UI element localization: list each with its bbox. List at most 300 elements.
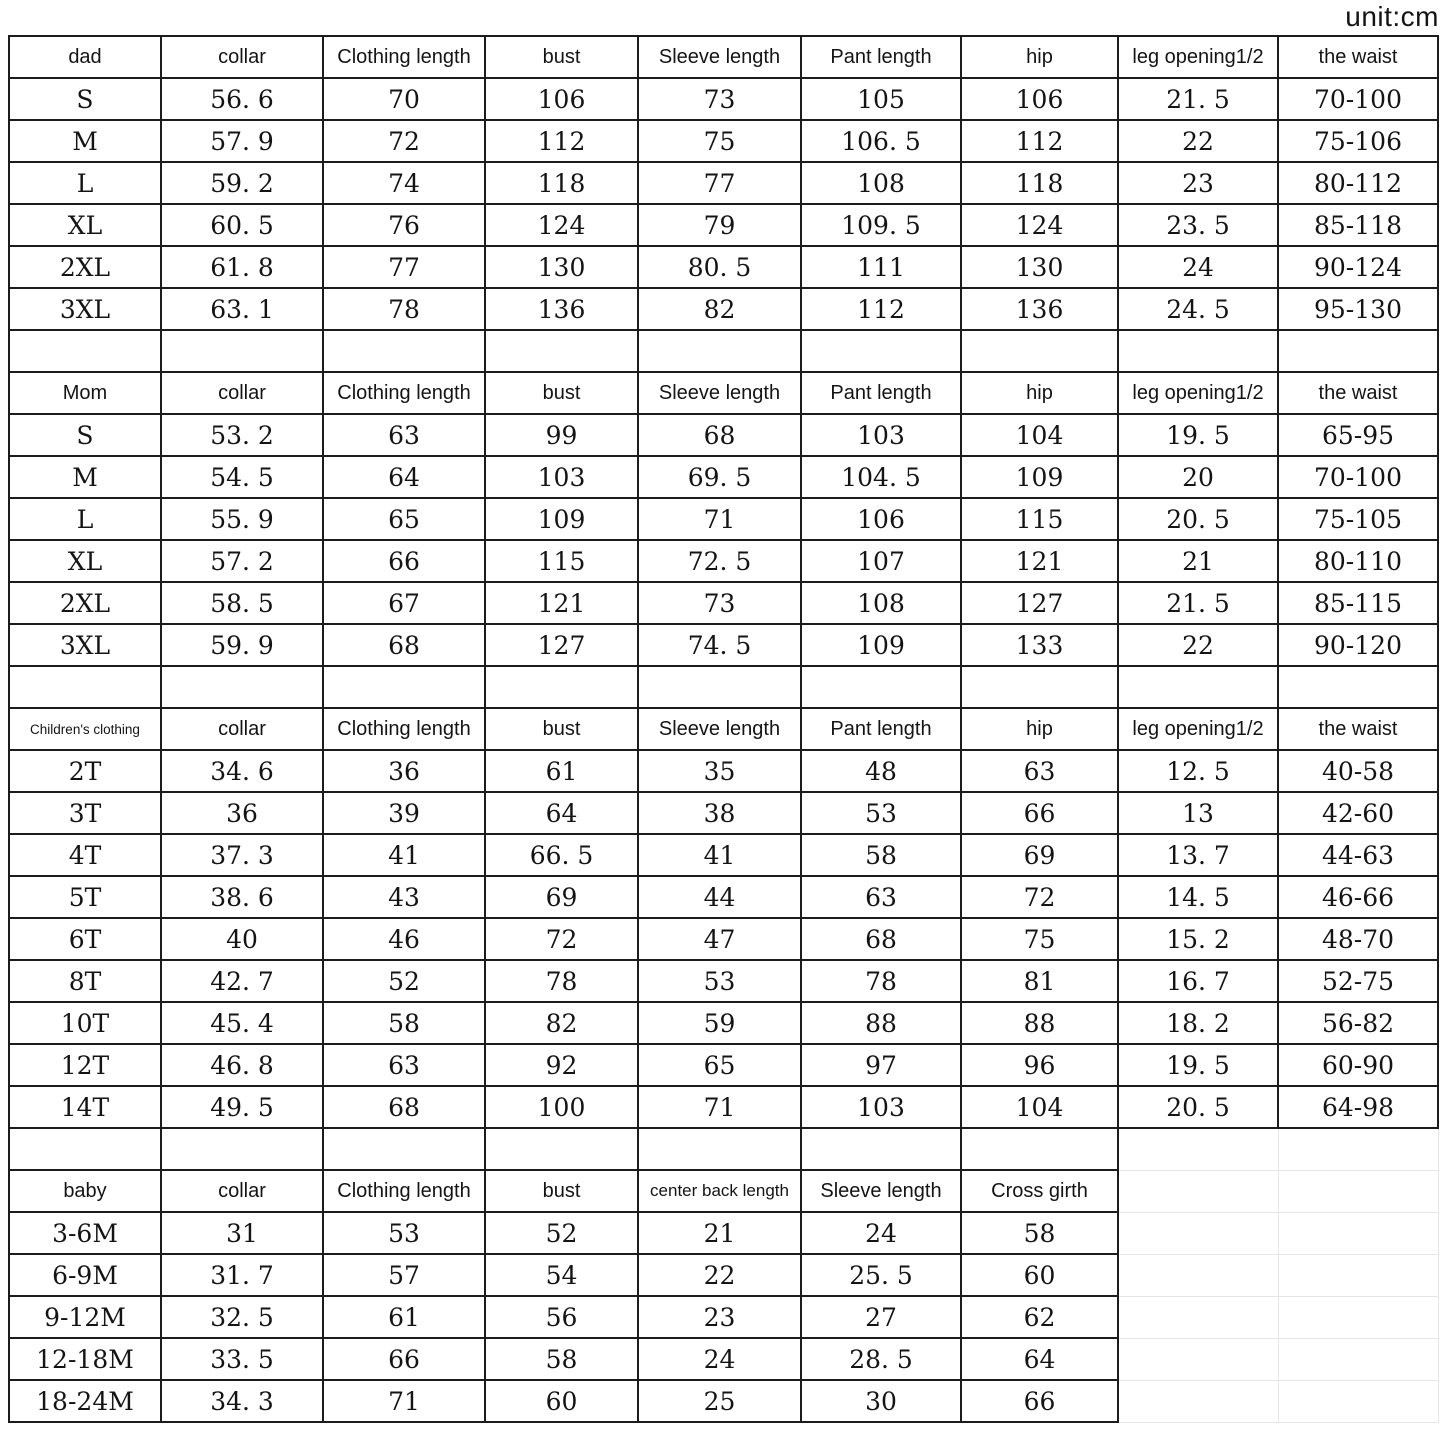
value-cell: 30: [801, 1380, 961, 1422]
value-cell: 66: [961, 1380, 1118, 1422]
column-header-cell: bust: [485, 1170, 638, 1212]
table-row: [9, 1044, 1438, 1086]
empty-cell: [161, 666, 323, 708]
table-row: [9, 498, 1438, 540]
value-cell: 136: [961, 288, 1118, 330]
value-cell: 56-82: [1278, 1002, 1438, 1044]
value-cell: 16. 7: [1118, 960, 1278, 1002]
value-cell: 104: [961, 1086, 1118, 1128]
value-cell: 72: [485, 918, 638, 960]
ghost-grid-cell: [1278, 1296, 1438, 1338]
value-cell: 111: [801, 246, 961, 288]
column-header-cell: Pant length: [801, 36, 961, 78]
column-header-cell: collar: [161, 708, 323, 750]
value-cell: 53: [323, 1212, 485, 1254]
value-cell: 85-115: [1278, 582, 1438, 624]
value-cell: 68: [323, 624, 485, 666]
value-cell: 65: [323, 498, 485, 540]
value-cell: 124: [961, 204, 1118, 246]
column-header-cell: center back length: [638, 1170, 801, 1212]
value-cell: 38. 6: [161, 876, 323, 918]
value-cell: 65: [638, 1044, 801, 1086]
value-cell: 36: [161, 792, 323, 834]
value-cell: 43: [323, 876, 485, 918]
empty-cell: [961, 666, 1118, 708]
column-header-cell: the waist: [1278, 372, 1438, 414]
separator-row: [9, 1128, 1438, 1170]
size-label-cell: 8T: [9, 960, 161, 1002]
value-cell: 60. 5: [161, 204, 323, 246]
table-row: [9, 792, 1438, 834]
value-cell: 109: [801, 624, 961, 666]
value-cell: 56. 6: [161, 78, 323, 120]
table-row: [9, 624, 1438, 666]
column-header-cell: bust: [485, 708, 638, 750]
value-cell: 47: [638, 918, 801, 960]
empty-cell: [801, 666, 961, 708]
size-label-cell: 4T: [9, 834, 161, 876]
column-header-cell: leg opening1/2: [1118, 36, 1278, 78]
value-cell: 109: [961, 456, 1118, 498]
ghost-grid-cell: [1118, 1128, 1278, 1170]
value-cell: 82: [485, 1002, 638, 1044]
value-cell: 81: [961, 960, 1118, 1002]
value-cell: 46: [323, 918, 485, 960]
value-cell: 65-95: [1278, 414, 1438, 456]
value-cell: 118: [961, 162, 1118, 204]
value-cell: 57: [323, 1254, 485, 1296]
size-label-cell: XL: [9, 204, 161, 246]
size-label-cell: M: [9, 120, 161, 162]
value-cell: 106. 5: [801, 120, 961, 162]
value-cell: 108: [801, 582, 961, 624]
value-cell: 62: [961, 1296, 1118, 1338]
value-cell: 77: [323, 246, 485, 288]
empty-cell: [961, 1128, 1118, 1170]
section-header-row: [9, 708, 1438, 750]
value-cell: 78: [485, 960, 638, 1002]
value-cell: 56: [485, 1296, 638, 1338]
value-cell: 115: [961, 498, 1118, 540]
empty-cell: [1278, 666, 1438, 708]
size-label-cell: L: [9, 162, 161, 204]
table-row: [9, 414, 1438, 456]
value-cell: 63: [961, 750, 1118, 792]
value-cell: 52-75: [1278, 960, 1438, 1002]
table-row: [9, 456, 1438, 498]
value-cell: 105: [801, 78, 961, 120]
table-row: [9, 204, 1438, 246]
value-cell: 24. 5: [1118, 288, 1278, 330]
value-cell: 88: [961, 1002, 1118, 1044]
value-cell: 55. 9: [161, 498, 323, 540]
value-cell: 60: [485, 1380, 638, 1422]
value-cell: 90-124: [1278, 246, 1438, 288]
column-header-cell: Pant length: [801, 708, 961, 750]
value-cell: 109: [485, 498, 638, 540]
value-cell: 130: [485, 246, 638, 288]
value-cell: 24: [638, 1338, 801, 1380]
value-cell: 28. 5: [801, 1338, 961, 1380]
table-row: [9, 1338, 1438, 1380]
column-header-cell: Sleeve length: [638, 36, 801, 78]
value-cell: 46-66: [1278, 876, 1438, 918]
value-cell: 70-100: [1278, 78, 1438, 120]
empty-cell: [801, 330, 961, 372]
value-cell: 25. 5: [801, 1254, 961, 1296]
value-cell: 97: [801, 1044, 961, 1086]
empty-cell: [1118, 666, 1278, 708]
value-cell: 59. 9: [161, 624, 323, 666]
value-cell: 96: [961, 1044, 1118, 1086]
column-header-cell: bust: [485, 372, 638, 414]
column-header-cell: collar: [161, 1170, 323, 1212]
value-cell: 59: [638, 1002, 801, 1044]
size-label-cell: 12-18M: [9, 1338, 161, 1380]
value-cell: 67: [323, 582, 485, 624]
value-cell: 58: [801, 834, 961, 876]
value-cell: 66: [323, 1338, 485, 1380]
empty-cell: [323, 666, 485, 708]
value-cell: 121: [961, 540, 1118, 582]
empty-cell: [323, 330, 485, 372]
value-cell: 63. 1: [161, 288, 323, 330]
table-row: [9, 1380, 1438, 1422]
value-cell: 60: [961, 1254, 1118, 1296]
value-cell: 24: [801, 1212, 961, 1254]
value-cell: 23. 5: [1118, 204, 1278, 246]
unit-label: unit:cm: [1345, 1, 1439, 32]
value-cell: 63: [323, 1044, 485, 1086]
value-cell: 58: [323, 1002, 485, 1044]
value-cell: 68: [323, 1086, 485, 1128]
value-cell: 53: [801, 792, 961, 834]
value-cell: 20: [1118, 456, 1278, 498]
value-cell: 38: [638, 792, 801, 834]
value-cell: 63: [323, 414, 485, 456]
value-cell: 61: [485, 750, 638, 792]
column-header-cell: Sleeve length: [801, 1170, 961, 1212]
value-cell: 70-100: [1278, 456, 1438, 498]
column-header-cell: Cross girth: [961, 1170, 1118, 1212]
value-cell: 70: [323, 78, 485, 120]
empty-cell: [1278, 330, 1438, 372]
value-cell: 71: [323, 1380, 485, 1422]
size-label-cell: 6-9M: [9, 1254, 161, 1296]
column-header-cell: Sleeve length: [638, 708, 801, 750]
ghost-grid-cell: [1118, 1338, 1278, 1380]
value-cell: 48-70: [1278, 918, 1438, 960]
value-cell: 53: [638, 960, 801, 1002]
size-label-cell: 6T: [9, 918, 161, 960]
value-cell: 72: [961, 876, 1118, 918]
value-cell: 130: [961, 246, 1118, 288]
empty-cell: [9, 330, 161, 372]
value-cell: 99: [485, 414, 638, 456]
value-cell: 92: [485, 1044, 638, 1086]
value-cell: 118: [485, 162, 638, 204]
column-header-cell: hip: [961, 708, 1118, 750]
empty-cell: [638, 1128, 801, 1170]
value-cell: 42. 7: [161, 960, 323, 1002]
value-cell: 80-110: [1278, 540, 1438, 582]
value-cell: 69: [961, 834, 1118, 876]
section-header-row: [9, 36, 1438, 78]
table-row: [9, 78, 1438, 120]
value-cell: 100: [485, 1086, 638, 1128]
value-cell: 78: [801, 960, 961, 1002]
empty-cell: [801, 1128, 961, 1170]
size-label-cell: S: [9, 414, 161, 456]
value-cell: 25: [638, 1380, 801, 1422]
value-cell: 32. 5: [161, 1296, 323, 1338]
empty-cell: [961, 330, 1118, 372]
value-cell: 58. 5: [161, 582, 323, 624]
size-label-cell: L: [9, 498, 161, 540]
column-header-cell: collar: [161, 36, 323, 78]
value-cell: 104. 5: [801, 456, 961, 498]
empty-cell: [161, 330, 323, 372]
value-cell: 112: [485, 120, 638, 162]
value-cell: 64-98: [1278, 1086, 1438, 1128]
empty-cell: [9, 666, 161, 708]
separator-row: [9, 330, 1438, 372]
table-row: [9, 1254, 1438, 1296]
value-cell: 103: [485, 456, 638, 498]
table-row: [9, 750, 1438, 792]
column-header-cell: hip: [961, 36, 1118, 78]
value-cell: 112: [961, 120, 1118, 162]
value-cell: 75: [961, 918, 1118, 960]
column-header-cell: the waist: [1278, 708, 1438, 750]
empty-cell: [485, 1128, 638, 1170]
column-header-cell: collar: [161, 372, 323, 414]
size-table-body: [9, 36, 1438, 1422]
ghost-grid-cell: [1278, 1380, 1438, 1422]
value-cell: 124: [485, 204, 638, 246]
size-label-cell: 10T: [9, 1002, 161, 1044]
value-cell: 39: [323, 792, 485, 834]
empty-cell: [1118, 330, 1278, 372]
table-row: [9, 1212, 1438, 1254]
size-label-cell: S: [9, 78, 161, 120]
ghost-grid-cell: [1278, 1170, 1438, 1212]
value-cell: 88: [801, 1002, 961, 1044]
size-label-cell: 5T: [9, 876, 161, 918]
size-label-cell: XL: [9, 540, 161, 582]
value-cell: 52: [323, 960, 485, 1002]
size-label-cell: 2T: [9, 750, 161, 792]
value-cell: 35: [638, 750, 801, 792]
value-cell: 18. 2: [1118, 1002, 1278, 1044]
size-label-cell: 3-6M: [9, 1212, 161, 1254]
value-cell: 90-120: [1278, 624, 1438, 666]
empty-cell: [323, 1128, 485, 1170]
value-cell: 64: [961, 1338, 1118, 1380]
empty-cell: [485, 330, 638, 372]
value-cell: 36: [323, 750, 485, 792]
size-label-cell: 12T: [9, 1044, 161, 1086]
size-label-cell: 2XL: [9, 582, 161, 624]
value-cell: 54: [485, 1254, 638, 1296]
table-row: [9, 162, 1438, 204]
value-cell: 49. 5: [161, 1086, 323, 1128]
value-cell: 53. 2: [161, 414, 323, 456]
value-cell: 115: [485, 540, 638, 582]
empty-cell: [638, 330, 801, 372]
value-cell: 19. 5: [1118, 414, 1278, 456]
value-cell: 60-90: [1278, 1044, 1438, 1086]
value-cell: 44-63: [1278, 834, 1438, 876]
value-cell: 95-130: [1278, 288, 1438, 330]
value-cell: 76: [323, 204, 485, 246]
value-cell: 20. 5: [1118, 498, 1278, 540]
value-cell: 46. 8: [161, 1044, 323, 1086]
value-cell: 40-58: [1278, 750, 1438, 792]
table-row: [9, 1296, 1438, 1338]
value-cell: 22: [1118, 120, 1278, 162]
ghost-grid-cell: [1278, 1254, 1438, 1296]
value-cell: 109. 5: [801, 204, 961, 246]
value-cell: 54. 5: [161, 456, 323, 498]
column-header-cell: the waist: [1278, 36, 1438, 78]
value-cell: 68: [638, 414, 801, 456]
section-title-cell: baby: [9, 1170, 161, 1212]
ghost-grid-cell: [1278, 1338, 1438, 1380]
value-cell: 42-60: [1278, 792, 1438, 834]
value-cell: 57. 9: [161, 120, 323, 162]
value-cell: 19. 5: [1118, 1044, 1278, 1086]
ghost-grid-cell: [1278, 1128, 1438, 1170]
value-cell: 33. 5: [161, 1338, 323, 1380]
empty-cell: [9, 1128, 161, 1170]
empty-cell: [638, 666, 801, 708]
value-cell: 45. 4: [161, 1002, 323, 1044]
table-row: [9, 834, 1438, 876]
value-cell: 59. 2: [161, 162, 323, 204]
value-cell: 72: [323, 120, 485, 162]
table-row: [9, 540, 1438, 582]
size-chart-table: [8, 35, 1439, 1423]
size-label-cell: M: [9, 456, 161, 498]
section-header-row: [9, 372, 1438, 414]
value-cell: 72. 5: [638, 540, 801, 582]
value-cell: 75: [638, 120, 801, 162]
value-cell: 21. 5: [1118, 78, 1278, 120]
value-cell: 104: [961, 414, 1118, 456]
separator-row: [9, 666, 1438, 708]
value-cell: 22: [1118, 624, 1278, 666]
column-header-cell: Clothing length: [323, 708, 485, 750]
value-cell: 58: [961, 1212, 1118, 1254]
value-cell: 78: [323, 288, 485, 330]
table-row: [9, 582, 1438, 624]
value-cell: 12. 5: [1118, 750, 1278, 792]
value-cell: 48: [801, 750, 961, 792]
value-cell: 58: [485, 1338, 638, 1380]
value-cell: 13. 7: [1118, 834, 1278, 876]
ghost-grid-cell: [1118, 1170, 1278, 1212]
ghost-grid-cell: [1118, 1212, 1278, 1254]
value-cell: 34. 6: [161, 750, 323, 792]
table-row: [9, 918, 1438, 960]
value-cell: 31: [161, 1212, 323, 1254]
value-cell: 23: [1118, 162, 1278, 204]
ghost-grid-cell: [1118, 1254, 1278, 1296]
value-cell: 37. 3: [161, 834, 323, 876]
value-cell: 21: [638, 1212, 801, 1254]
column-header-cell: hip: [961, 372, 1118, 414]
value-cell: 74: [323, 162, 485, 204]
empty-cell: [485, 666, 638, 708]
value-cell: 66: [961, 792, 1118, 834]
value-cell: 112: [801, 288, 961, 330]
value-cell: 20. 5: [1118, 1086, 1278, 1128]
column-header-cell: Clothing length: [323, 1170, 485, 1212]
value-cell: 66: [323, 540, 485, 582]
ghost-grid-cell: [1278, 1212, 1438, 1254]
value-cell: 75-105: [1278, 498, 1438, 540]
ghost-grid-cell: [1118, 1296, 1278, 1338]
column-header-cell: Clothing length: [323, 36, 485, 78]
value-cell: 61: [323, 1296, 485, 1338]
size-label-cell: 14T: [9, 1086, 161, 1128]
value-cell: 133: [961, 624, 1118, 666]
value-cell: 34. 3: [161, 1380, 323, 1422]
value-cell: 80-112: [1278, 162, 1438, 204]
table-row: [9, 288, 1438, 330]
value-cell: 21: [1118, 540, 1278, 582]
value-cell: 107: [801, 540, 961, 582]
value-cell: 41: [323, 834, 485, 876]
section-header-row: [9, 1170, 1438, 1212]
value-cell: 40: [161, 918, 323, 960]
value-cell: 71: [638, 1086, 801, 1128]
value-cell: 64: [485, 792, 638, 834]
value-cell: 21. 5: [1118, 582, 1278, 624]
value-cell: 44: [638, 876, 801, 918]
size-label-cell: 3XL: [9, 288, 161, 330]
value-cell: 68: [801, 918, 961, 960]
value-cell: 75-106: [1278, 120, 1438, 162]
empty-cell: [161, 1128, 323, 1170]
column-header-cell: leg opening1/2: [1118, 372, 1278, 414]
size-label-cell: 2XL: [9, 246, 161, 288]
value-cell: 103: [801, 414, 961, 456]
value-cell: 127: [485, 624, 638, 666]
value-cell: 52: [485, 1212, 638, 1254]
value-cell: 13: [1118, 792, 1278, 834]
table-row: [9, 246, 1438, 288]
table-row: [9, 1002, 1438, 1044]
value-cell: 73: [638, 78, 801, 120]
value-cell: 103: [801, 1086, 961, 1128]
value-cell: 41: [638, 834, 801, 876]
section-title-cell: Children's clothing: [9, 708, 161, 750]
value-cell: 127: [961, 582, 1118, 624]
value-cell: 79: [638, 204, 801, 246]
section-title-cell: dad: [9, 36, 161, 78]
table-row: [9, 120, 1438, 162]
value-cell: 64: [323, 456, 485, 498]
value-cell: 24: [1118, 246, 1278, 288]
value-cell: 108: [801, 162, 961, 204]
column-header-cell: Clothing length: [323, 372, 485, 414]
value-cell: 136: [485, 288, 638, 330]
value-cell: 80. 5: [638, 246, 801, 288]
value-cell: 106: [801, 498, 961, 540]
value-cell: 63: [801, 876, 961, 918]
